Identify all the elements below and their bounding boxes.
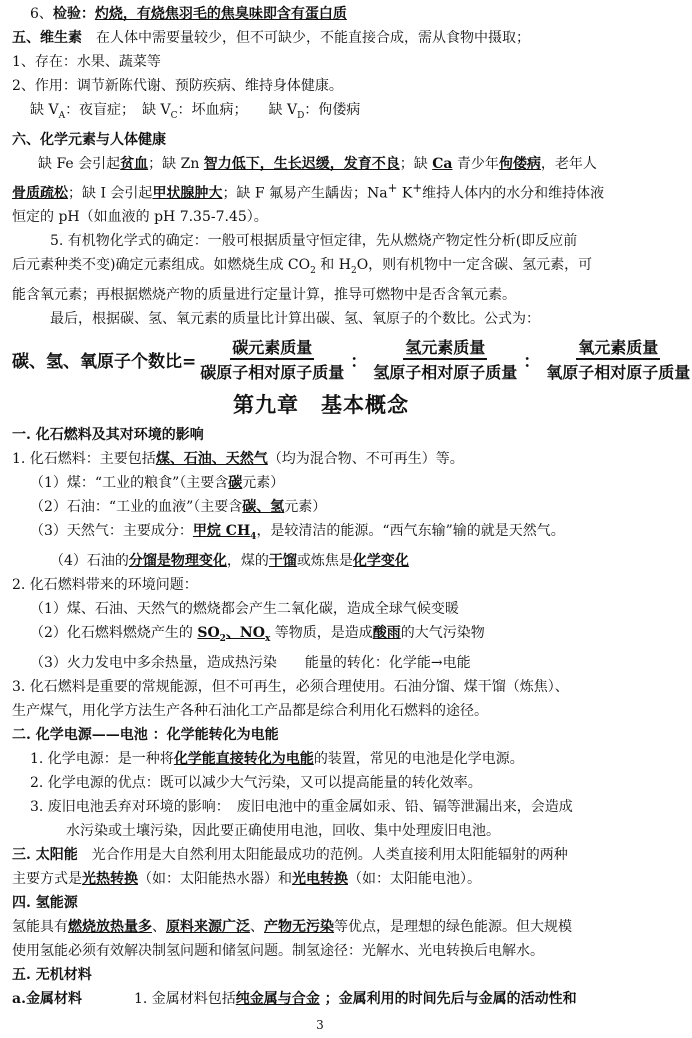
section-1-problem-2: （2）化石燃料燃烧产生的 $SO_2$、$NO_x$ 等物质，是造成酸雨的大气污染物 — [30, 625, 485, 644]
section-4-title: 四. 氢能源 — [12, 894, 78, 911]
vitamin-deficiency-line: 缺 $V_A$：夜盲症； 缺 $V_C$：坏血病； 缺 $V_D$：佝偻病 — [30, 102, 361, 121]
atom-ratio-formula — [12, 333, 691, 385]
chapter-title: 第九章 基本概念 — [233, 392, 409, 418]
elements-line-3: 恒定的 pH（如血液的 pH 7.35-7.45）。 — [12, 209, 268, 226]
section-4-line-1: 氢能具有燃烧放热量多、原料来源广泛、产物无污染等优点，是理想的绿色能源。但大规模 — [12, 918, 572, 935]
section-1-coal: （1）煤：“工业的粮食”（主要含碳元素） — [30, 475, 285, 492]
section-1-item-2: 2. 化石燃料带来的环境问题： — [12, 577, 198, 594]
section-2-item-3-line-1: 3. 废旧电池丢弃对环境的影响： 废旧电池中的重金属如汞、铅、镉等泄漏出来，会造成 — [30, 798, 573, 815]
section-3-line-2: 主要方式是光热转换（如：太阳能热水器）和光电转换（如：太阳能电池）。 — [12, 870, 481, 887]
formula-intro-line-4: 最后，根据碳、氢、氧元素的质量比计算出碳、氢、氧原子的个数比。公式为： — [50, 311, 540, 328]
vitamin-function-line: 2、作用：调节新陈代谢、预防疾病、维持身体健康。 — [12, 78, 343, 94]
section-3-title: 三. 太阳能 — [12, 846, 78, 863]
protein-test-line: 6、检验：灼烧，有烧焦羽毛的焦臭味即含有蛋白质 — [30, 6, 347, 22]
page-number: 3 — [316, 1018, 324, 1032]
vitamin-heading-line: 五、维生素 在人体中需要量较少，但不可缺少，不能直接合成，需从食物中摄取； — [12, 30, 530, 46]
formula-colon: ： — [523, 351, 541, 372]
vitamin-source-line: 1、存在：水果、蔬菜等 — [12, 54, 161, 70]
elements-line-1: 缺 Fe 会引起贫血；缺 Zn 智力低下，生长迟缓，发育不良；缺 Ca 青少年佝偻病，老年人 — [38, 155, 597, 172]
elements-heading: 六、化学元素与人体健康 — [12, 131, 166, 148]
section-1-problem-1: （1）煤、石油、天然气的燃烧都会产生二氧化碳，造成全球气候变暖 — [30, 601, 459, 618]
formula-intro-line-2: 后元素种类不变)确定元素组成。如燃烧生成 $CO_2$ 和 $H_2O$，则有机物中一定含碳、氢元素，可 — [12, 257, 593, 277]
formula-fraction-oxygen: $\frac{\text{氧元素质量}}{\text{氧原子相对原子质量}}$ — [544, 335, 692, 383]
section-4-line-2: 使用氢能必须有效解决制氢问题和储氢问题。制氢途径：光解水、光电转换后电解水。 — [12, 942, 544, 959]
formula-intro-line-1: 5. 有机物化学式的确定：一般可根据质量守恒定律，先从燃烧产物定性分析(即反应前 — [50, 233, 578, 250]
formula-intro-line-3: 能含氧元素；再根据燃烧产物的质量进行定量计算，推导可燃物中是否含氧元素。 — [12, 287, 516, 304]
section-1-distillation: （4）石油的分馏是物理变化，煤的干馏或炼焦是化学变化 — [50, 553, 409, 570]
section-5-title: 五. 无机材料 — [12, 966, 92, 983]
formula-fraction-hydrogen: $\frac{\text{氢元素质量}}{\text{氢原子相对原子质量}}$ — [371, 335, 519, 383]
section-2-item-3-line-2: 水污染或土壤污染，因此要正确使用电池，回收、集中处理废旧电池。 — [66, 822, 500, 839]
formula-label: 碳、氢、氧原子个数比= — [12, 351, 197, 372]
section-1-oil: （2）石油：“工业的血液”（主要含碳、氢元素） — [30, 499, 327, 516]
formula-colon: ： — [350, 351, 368, 372]
section-3-line-1: 三. 太阳能 光合作用是大自然利用太阳能最成功的范例。人类直接利用太阳能辐射的两种 — [12, 846, 568, 863]
section-2-item-2: 2. 化学电源的优点：既可以减少大气污染，又可以提高能量的转化效率。 — [30, 774, 482, 791]
section-1-title: 一. 化石燃料及其对环境的影响 — [12, 427, 204, 444]
section-1-problem-3: （3）火力发电中多余热量，造成热污染 能量的转化：化学能→电能 — [30, 654, 471, 671]
section-1-gas: （3）天然气：主要成分：甲烷 $CH_4$，是较清洁的能源。“西气东输”输的就是天然气。 — [30, 523, 565, 543]
section-1-item-3-line-1: 3. 化石燃料是重要的常规能源，但不可再生，必须合理使用。石油分馏、煤干馏（炼焦）、 — [12, 678, 569, 695]
section-1-item-1: 1. 化石燃料：主要包括煤、石油、天然气（均为混合物、不可再生）等。 — [12, 451, 464, 468]
section-2-item-1: 1. 化学电源：是一种将化学能直接转化为电能的装置，常见的电池是化学电源。 — [30, 750, 524, 767]
elements-line-2: 骨质疏松；缺 I 会引起甲状腺肿大；缺 F 氟易产生龋齿；Na+ K+维持人体内的水分和维持体液 — [12, 180, 605, 202]
section-5-line-1: a.金属材料 1. 金属材料包括纯金属与合金 ；金属利用的时间先后与金属的活动性和 — [12, 990, 577, 1007]
section-2-title: 二. 化学电源——电池 ：化学能转化为电能 — [12, 726, 279, 743]
section-1-item-3-line-2: 生产煤气，用化学方法生产各种石油化工产品都是综合利用化石燃料的途径。 — [12, 702, 488, 719]
formula-fraction-carbon: $\frac{\text{碳元素质量}}{\text{碳原子相对原子质量}}$ — [198, 335, 346, 383]
